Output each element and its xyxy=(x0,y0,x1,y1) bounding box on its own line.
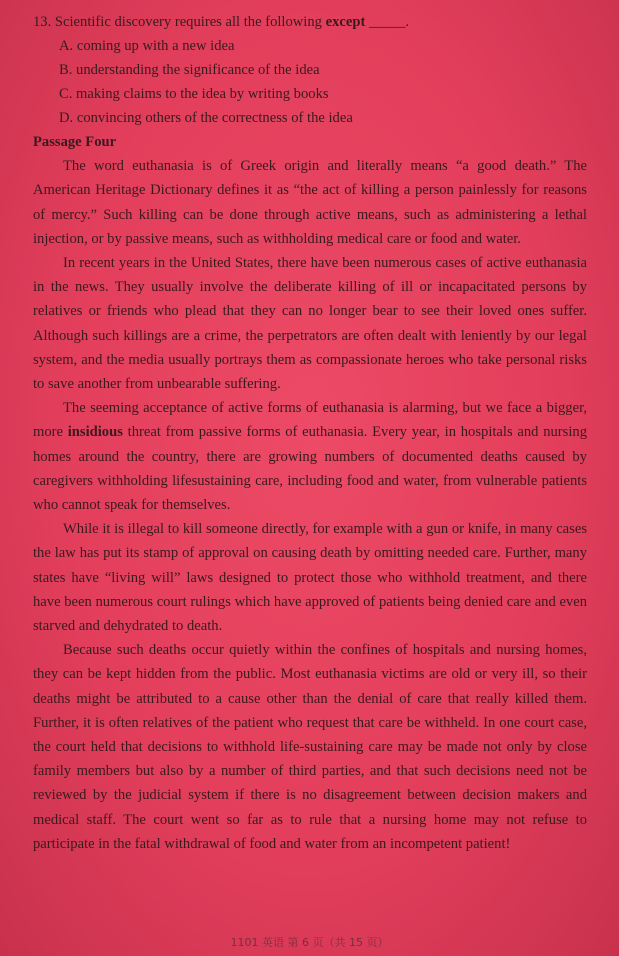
question-stem-text: 13. Scientific discovery requires all the following xyxy=(33,14,326,30)
question-stem-emphasis: except xyxy=(325,14,366,30)
option-b: B. understanding the significance of the idea xyxy=(59,62,320,78)
question-13 xyxy=(33,10,587,130)
question-stem xyxy=(33,10,587,34)
passage-four xyxy=(33,130,587,856)
paragraph-1: The word euthanasia is of Greek origin and literally means “a good death.” The American Heritage Dictionary defines it as “the act of killing a person painlessly for reasons of mercy.” Such killing can be done through active means, such as administering a lethal injection, or by passive means, such as withholding medical care or food and water. xyxy=(33,158,587,247)
paragraph-3 xyxy=(33,396,587,517)
vocabulary-emphasis: insidious xyxy=(67,424,123,441)
option-d: D. convincing others of the correctness of the idea xyxy=(59,110,353,126)
passage-title: Passage Four xyxy=(33,134,117,150)
question-blank: _____. xyxy=(365,14,410,30)
option-a: A. coming up with a new idea xyxy=(59,38,235,54)
option-c: C. making claims to the idea by writing books xyxy=(59,86,329,102)
page-footer: 1101 英语 第 6 页（共 15 页） xyxy=(230,936,389,949)
paragraph-4: While it is illegal to kill someone directly, for example with a gun or knife, in many cases the law has put its stamp of approval on causing death by omitting needed care. Further, many states have “living will” laws designed to protect those who withhold treatment, and there have been numerous court rulings which have approved of patients being denied care and even starved and dehydrated to death. xyxy=(33,521,587,635)
paragraph-5: Because such deaths occur quietly within the confines of hospitals and nursing homes, they can be kept hidden from the public. Most euthanasia victims are old or very ill, so their deaths might be attributed to a cause other than the denial of care that really killed them. Further, it is often relatives of the patient who request that care be withheld. In one court case, the court held that decisions to withhold life-sustaining care may be made not only by close family members but also by a number of third parties, and that such decisions need not be reviewed by the judicial system if there is no disagreement between decision makers and medical staff. The court went so far as to rule that a nursing home may not refuse to participate in the fatal withdrawal of food and water from an incompetent patient! xyxy=(33,642,587,852)
paragraph-2: In recent years in the United States, there have been numerous cases of active euthanasia in the news. They usually involve the deliberate killing of ill or incapacitated persons by relatives or friends who plead that they can no longer bear to see their loved ones suffer. Although such killings are a crime, the perpetrators are often dealt with leniently by our legal system, and the media usually portrays them as compassionate heroes who take personal risks to save another from unbearable suffering. xyxy=(33,255,587,393)
paragraph-3-after: threat from passive forms of euthanasia. Every year, in hospitals and nursing homes around the country, there are growing numbers of documented deaths caused by caregivers withholding lifesustaining care, including food and water, from vulnerable patients who cannot speak for themselves. xyxy=(33,424,587,514)
paragraph-3-before: The seeming acceptance of active forms of euthanasia is alarming, but we face a bigger, more xyxy=(33,400,587,441)
